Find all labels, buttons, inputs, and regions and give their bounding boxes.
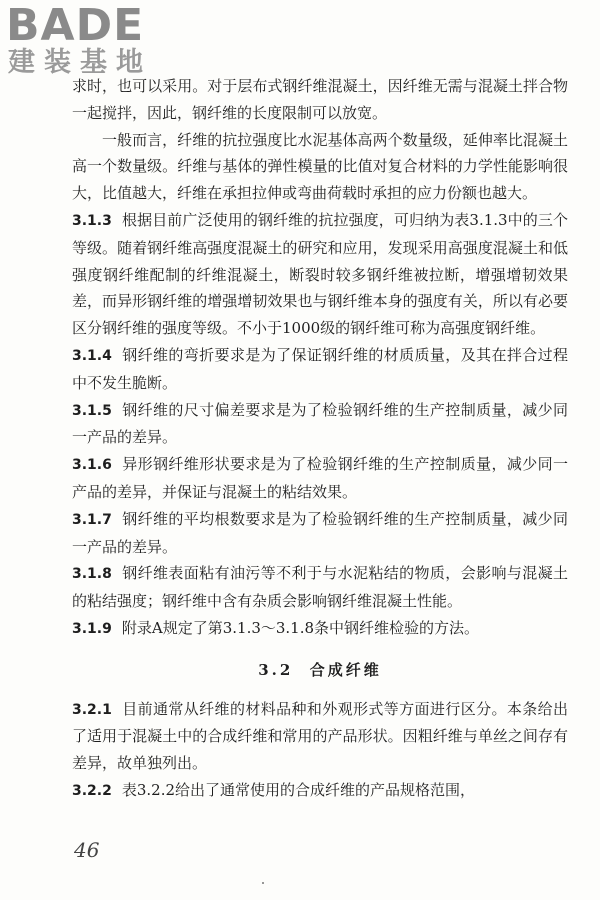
clause-number: 3.1.4 xyxy=(72,347,112,364)
clause-3-1-7 xyxy=(72,506,568,561)
clause-text: 钢纤维的平均根数要求是为了检验钢纤维的生产控制质量，减少同一产品的差异。 xyxy=(72,509,568,556)
watermark-logo xyxy=(6,0,152,78)
clause-3-1-4 xyxy=(72,342,568,397)
section-number: 3.2 xyxy=(258,660,294,679)
clause-3-1-9 xyxy=(72,615,568,643)
scan-speck xyxy=(262,882,264,884)
clause-text: 表3.2.2给出了通常使用的合成纤维的产品规格范围， xyxy=(121,780,476,799)
paragraph-general: 一般而言，纤维的抗拉强度比水泥基体高两个数量级，延伸率比混凝土高一个数量级。纤维与基体的弹性模量的比值对复合材料的力学性能影响很大，比值越大，纤维在承担拉伸或弯曲荷载时承担的应力份额也越大。 xyxy=(72,130,568,203)
clause-text: 钢纤维的弯折要求是为了保证钢纤维的材质质量，及其在拌合过程中不发生脆断。 xyxy=(72,345,568,392)
clause-number: 3.1.5 xyxy=(72,402,112,419)
clause-number: 3.1.3 xyxy=(72,212,112,229)
clause-3-1-6 xyxy=(72,451,568,506)
clause-number: 3.1.7 xyxy=(72,511,112,528)
watermark-latin: BADE xyxy=(6,0,145,51)
clause-text: 根据目前广泛使用的钢纤维的抗拉强度，可归纳为表3.1.3中的三个等级。随着钢纤维高强度混凝土的研究和应用，发现采用高强度混凝土和低强度钢纤维配制的纤维混凝土，断裂时较多钢纤维被拉断，增强增韧效果差，而异形钢纤维的增强增韧效果也与钢纤维本身的强度有关，所以有必要区分钢纤维的强度等级。不小于1000级的钢纤维可称为高强度钢纤维。 xyxy=(72,210,568,338)
watermark-chinese: 建装基地 xyxy=(8,47,152,78)
section-heading xyxy=(72,657,568,684)
clause-number: 3.1.6 xyxy=(72,457,112,474)
clause-number: 3.1.8 xyxy=(72,566,112,583)
paragraph-continued: 求时，也可以采用。对于层布式钢纤维混凝土，因纤维无需与混凝土拌合物一起搅拌，因此，钢纤维的长度限制可以放宽。 xyxy=(72,77,568,122)
clause-text: 目前通常从纤维的材料品种和外观形式等方面进行区分。本条给出了适用于混凝土中的合成纤维和常用的产品形状。因粗纤维与单丝之间存有差异，故单独列出。 xyxy=(72,699,568,773)
document-body xyxy=(72,73,568,805)
page-number: 46 xyxy=(74,838,100,862)
clause-text: 附录A规定了第3.1.3～3.1.8条中钢纤维检验的方法。 xyxy=(121,618,480,637)
clause-3-2-2 xyxy=(72,777,568,805)
clause-text: 异形钢纤维形状要求是为了检验钢纤维的生产控制质量，减少同一产品的差异，并保证与混凝土的粘结效果。 xyxy=(72,455,568,501)
clause-3-1-5 xyxy=(72,397,568,452)
clause-number: 3.2.1 xyxy=(72,701,112,718)
clause-3-1-3 xyxy=(72,207,568,342)
clause-number: 3.1.9 xyxy=(72,620,112,637)
clause-text: 钢纤维表面粘有油污等不利于与水泥粘结的物质，会影响与混凝土的粘结强度；钢纤维中含有杂质会影响钢纤维混凝土性能。 xyxy=(72,564,568,611)
section-title-text: 合成纤维 xyxy=(309,660,382,679)
clause-3-2-1 xyxy=(72,696,568,777)
clause-number: 3.2.2 xyxy=(72,782,112,799)
clause-text: 钢纤维的尺寸偏差要求是为了检验钢纤维的生产控制质量，减少同一产品的差异。 xyxy=(72,400,568,447)
clause-3-1-8 xyxy=(72,560,568,615)
